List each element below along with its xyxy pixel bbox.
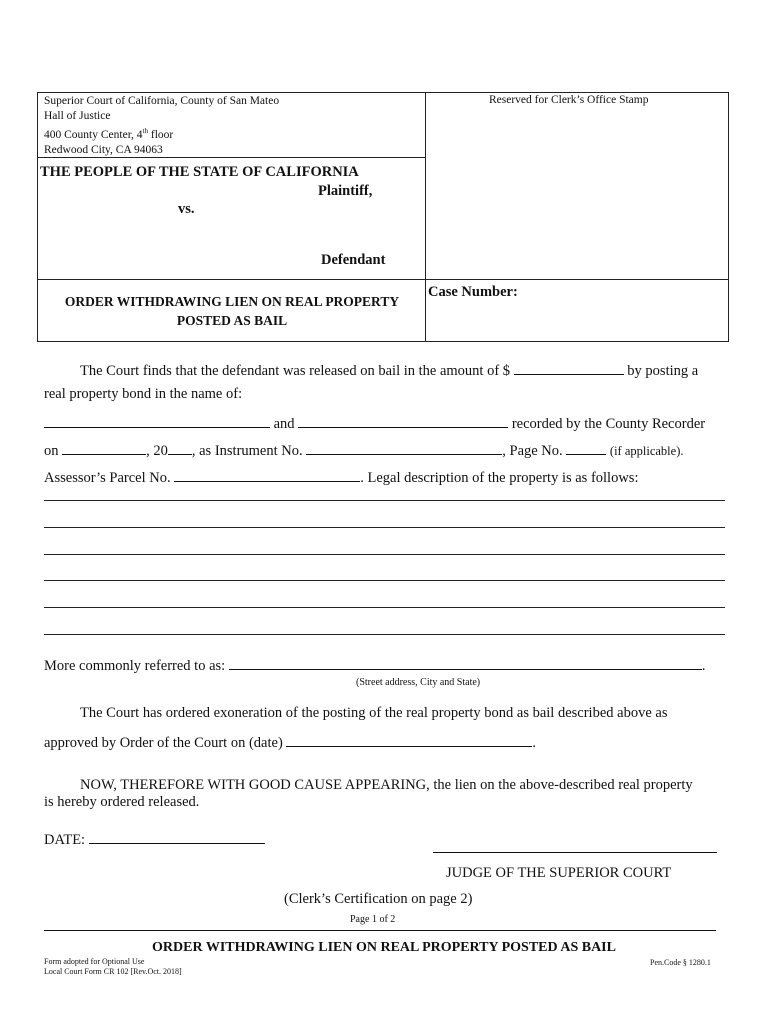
bond-name-intro: real property bond in the name of: xyxy=(44,386,243,402)
date-line: DATE: xyxy=(44,829,265,849)
date-field[interactable] xyxy=(89,829,265,844)
footer-title: ORDER WITHDRAWING LIEN ON REAL PROPERTY POSTED AS BAIL xyxy=(152,940,616,955)
legal-description-line-4[interactable] xyxy=(44,580,725,581)
vs-label: vs. xyxy=(178,201,195,217)
defendant-bottom-border xyxy=(37,279,729,280)
page-number: Page 1 of 2 xyxy=(350,914,396,925)
court-street: 400 County Center, 4th floor xyxy=(44,127,174,141)
bond-name-field-2[interactable] xyxy=(298,413,508,428)
street-address-caption: (Street address, City and State) xyxy=(356,677,481,688)
bond-name-field-1[interactable] xyxy=(44,413,270,428)
recording-year-field[interactable] xyxy=(168,440,192,455)
legal-description-line-5[interactable] xyxy=(44,607,725,608)
bail-amount-field[interactable] xyxy=(514,360,624,375)
legal-description-line-2[interactable] xyxy=(44,527,725,528)
recording-line: on , 20 , as Instrument No. , Page No. (if applicable). xyxy=(44,440,684,460)
parcel-number-field[interactable] xyxy=(174,467,360,482)
defendant-label: Defendant xyxy=(321,252,386,268)
footer-rule xyxy=(44,930,716,931)
order-date-field[interactable] xyxy=(286,732,532,747)
judge-title: JUDGE OF THE SUPERIOR COURT xyxy=(446,865,672,881)
order-title-box xyxy=(38,292,426,330)
footer-form-adopted: Form adopted for Optional Use xyxy=(44,957,145,966)
street-address-field[interactable] xyxy=(229,655,702,670)
clerk-stamp-label: Reserved for Clerk’s Office Stamp xyxy=(489,94,649,106)
caption-top-border xyxy=(37,92,729,93)
court-name: Superior Court of California, County of San Mateo xyxy=(44,95,280,107)
footer-form-number: Local Court Form CR 102 [Rev.Oct. 2018] xyxy=(44,967,182,976)
release-text-2: is hereby ordered released. xyxy=(44,794,200,810)
bail-amount-line: The Court finds that the defendant was released on bail in the amount of $ by posting a xyxy=(80,360,698,380)
order-title-line1: ORDER WITHDRAWING LIEN ON REAL PROPERTY xyxy=(64,294,400,309)
case-number-label: Case Number: xyxy=(428,284,518,300)
plaintiff-label: Plaintiff, xyxy=(318,183,373,199)
footer-pen-code: Pen.Code § 1280.1 xyxy=(650,958,711,967)
caption-bottom-border xyxy=(37,341,729,342)
commonly-referred-line: More commonly referred to as: . xyxy=(44,655,705,675)
instrument-number-field[interactable] xyxy=(306,440,502,455)
plaintiff-name: THE PEOPLE OF THE STATE OF CALIFORNIA xyxy=(40,164,359,180)
legal-description-line-1[interactable] xyxy=(44,500,725,501)
legal-description-line-3[interactable] xyxy=(44,554,725,555)
judge-signature-line[interactable] xyxy=(433,852,717,853)
exoneration-text-1: The Court has ordered exoneration of the posting of the real property bond as bail described above as xyxy=(80,705,668,721)
parcel-line: Assessor’s Parcel No. . Legal description of the property is as follows: xyxy=(44,467,638,487)
exoneration-text-2: approved by Order of the Court on (date) . xyxy=(44,732,536,752)
recording-date-field[interactable] xyxy=(62,440,146,455)
release-text-1: NOW, THEREFORE WITH GOOD CAUSE APPEARING, the lien on the above-described real property xyxy=(80,777,693,793)
legal-description-line-6[interactable] xyxy=(44,634,725,635)
order-title-line2: POSTED AS BAIL xyxy=(176,313,288,328)
court-building: Hall of Justice xyxy=(44,110,111,122)
bond-names-line: and recorded by the County Recorder xyxy=(44,413,705,433)
court-address xyxy=(44,94,279,158)
court-city: Redwood City, CA 94063 xyxy=(44,143,163,156)
page-number-field[interactable] xyxy=(566,440,606,455)
clerk-certification-note: (Clerk’s Certification on page 2) xyxy=(284,891,473,907)
caption-right-border xyxy=(728,92,729,342)
